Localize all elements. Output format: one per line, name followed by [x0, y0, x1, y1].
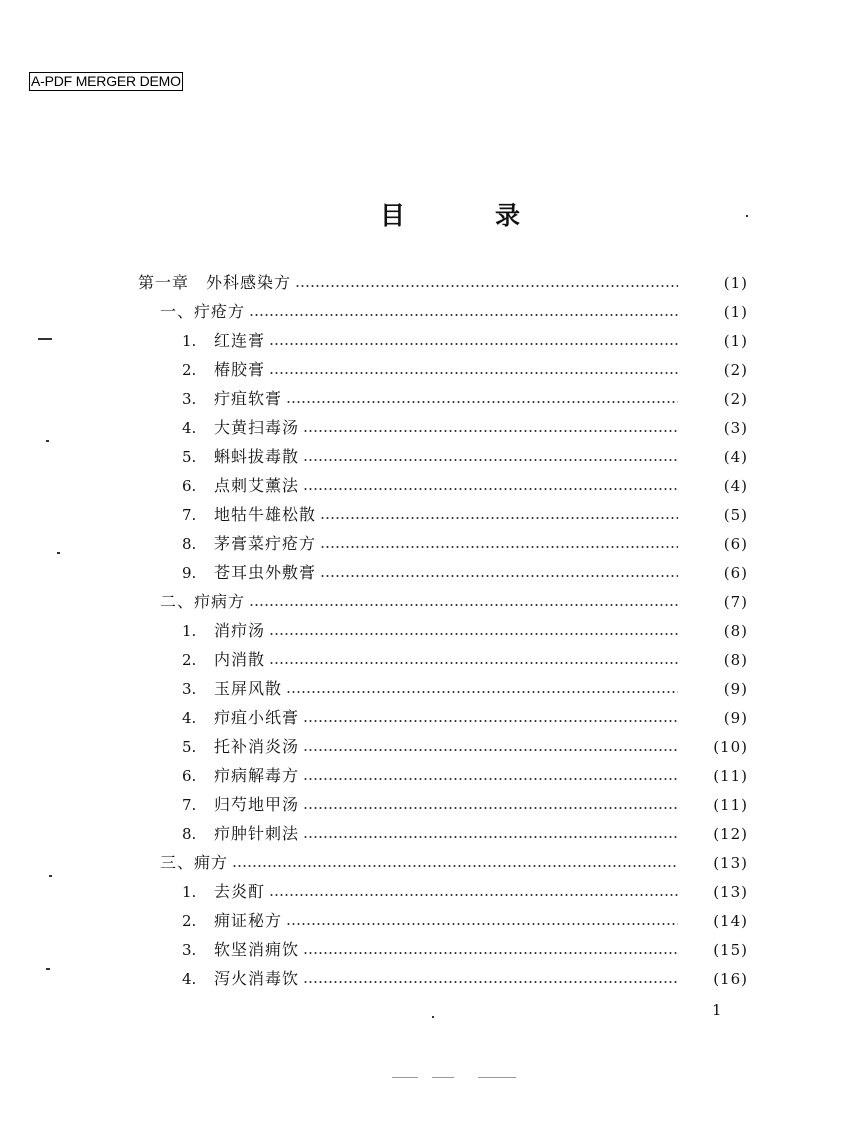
toc-page-number: (2) — [723, 360, 748, 379]
toc-item-number: 4. — [182, 418, 197, 437]
page-title-right: 录 — [494, 201, 520, 230]
toc-entry-label: 归芍地甲汤 — [214, 794, 300, 814]
toc-item-number: 7. — [182, 795, 197, 814]
toc-item-number: 9. — [182, 563, 197, 582]
toc-item-number: 2. — [182, 360, 197, 379]
dot-leader — [286, 401, 678, 403]
toc-entry-label: 第一章 外科感染方 — [138, 272, 292, 292]
toc-page-number: (1) — [723, 331, 748, 350]
dot-leader — [295, 285, 678, 287]
toc-item[interactable] — [0, 790, 866, 819]
toc-page-number: (13) — [713, 882, 748, 901]
toc-item[interactable] — [0, 500, 866, 529]
toc-page-number: (6) — [723, 534, 748, 553]
toc-page-number: (7) — [723, 592, 748, 611]
toc-item[interactable] — [0, 703, 866, 732]
toc-entry-label: 点刺艾薰法 — [214, 475, 300, 495]
toc-entry-label: 疖肿针刺法 — [214, 823, 300, 843]
toc-entry-label: 泻火消毒饮 — [214, 968, 300, 988]
toc-item[interactable] — [0, 384, 866, 413]
dot-leader — [320, 575, 678, 577]
dot-leader — [249, 604, 678, 606]
toc-page-number: (3) — [723, 418, 748, 437]
dot-leader — [232, 865, 678, 867]
toc-item[interactable] — [0, 935, 866, 964]
toc-item[interactable] — [0, 819, 866, 848]
toc-page-number: (1) — [723, 273, 748, 292]
toc-page-number: (4) — [723, 476, 748, 495]
toc-section[interactable] — [0, 297, 866, 326]
dot-leader — [320, 517, 678, 519]
toc-item[interactable] — [0, 645, 866, 674]
toc-entry-label: 椿胶膏 — [214, 359, 266, 379]
toc-page-number: (2) — [723, 389, 748, 408]
toc-item-number: 4. — [182, 969, 197, 988]
toc-page-number: (1) — [723, 302, 748, 321]
toc-entry-label: 三、痈方 — [160, 852, 229, 872]
toc-page-number: (16) — [713, 969, 748, 988]
dot-leader — [303, 952, 678, 954]
toc-page-number: (10) — [713, 737, 748, 756]
toc-item-number: 3. — [182, 389, 197, 408]
toc-item-number: 4. — [182, 708, 197, 727]
toc-page-number: (8) — [723, 650, 748, 669]
toc-item[interactable] — [0, 355, 866, 384]
scan-speck — [49, 875, 52, 877]
toc-entry-label: 地牯牛雄松散 — [214, 504, 317, 524]
toc-item[interactable] — [0, 442, 866, 471]
toc-item[interactable] — [0, 529, 866, 558]
toc-entry-label: 玉屏风散 — [214, 678, 283, 698]
scan-speck — [46, 440, 49, 442]
scan-speck — [392, 1077, 418, 1078]
dot-leader — [269, 894, 678, 896]
scan-speck — [46, 968, 50, 970]
toc-item[interactable] — [0, 471, 866, 500]
dot-leader — [286, 923, 678, 925]
toc-item-number: 6. — [182, 476, 197, 495]
toc-page-number: (15) — [713, 940, 748, 959]
toc-item-number: 7. — [182, 505, 197, 524]
toc-item[interactable] — [0, 674, 866, 703]
dot-leader — [303, 981, 678, 983]
toc-page-number: (4) — [723, 447, 748, 466]
toc-item-number: 3. — [182, 940, 197, 959]
scan-speck — [38, 338, 52, 340]
dot-leader — [286, 691, 678, 693]
toc-entry-label: 二、疖病方 — [160, 591, 246, 611]
toc-item[interactable] — [0, 761, 866, 790]
dot-leader — [303, 459, 678, 461]
scan-speck — [432, 1077, 454, 1078]
toc-section[interactable] — [0, 848, 866, 877]
dot-leader — [320, 546, 678, 548]
scan-speck — [432, 1016, 434, 1018]
toc-item-number: 6. — [182, 766, 197, 785]
dot-leader — [303, 836, 678, 838]
toc-entry-label: 内消散 — [214, 649, 266, 669]
toc-entry-label: 痈证秘方 — [214, 910, 283, 930]
toc-item[interactable] — [0, 413, 866, 442]
dot-leader — [269, 662, 678, 664]
toc-section[interactable] — [0, 587, 866, 616]
toc-item[interactable] — [0, 964, 866, 993]
toc-entry-label: 疔疽软膏 — [214, 388, 283, 408]
dot-leader — [303, 430, 678, 432]
scan-speck — [57, 552, 60, 554]
dot-leader — [303, 807, 678, 809]
toc-page-number: (6) — [723, 563, 748, 582]
toc-item-number: 5. — [182, 447, 197, 466]
toc-entry-label: 疖疽小纸膏 — [214, 707, 300, 727]
watermark-stamp: A-PDF MERGER DEMO — [31, 73, 181, 89]
toc-entry-label: 苍耳虫外敷膏 — [214, 562, 317, 582]
page-folio-number: 1 — [712, 1001, 722, 1019]
dot-leader — [269, 343, 678, 345]
dot-leader — [249, 314, 678, 316]
toc-item[interactable] — [0, 326, 866, 355]
scan-speck — [746, 215, 748, 217]
table-of-contents — [0, 268, 866, 993]
toc-page-number: (9) — [723, 708, 748, 727]
toc-chapter-1[interactable] — [0, 268, 866, 297]
toc-entry-label: 大黄扫毒汤 — [214, 417, 300, 437]
dot-leader — [303, 488, 678, 490]
toc-item[interactable] — [0, 877, 866, 906]
toc-entry-label: 去炎酊 — [214, 881, 266, 901]
toc-item-number: 3. — [182, 679, 197, 698]
toc-item-number: 1. — [182, 882, 197, 901]
toc-entry-label: 茅膏菜疔疮方 — [214, 533, 317, 553]
page-title — [380, 198, 520, 234]
toc-item[interactable] — [0, 616, 866, 645]
toc-item-number: 8. — [182, 824, 197, 843]
toc-item-number: 2. — [182, 911, 197, 930]
dot-leader — [303, 749, 678, 751]
toc-entry-label: 疖病解毒方 — [214, 765, 300, 785]
toc-item[interactable] — [0, 558, 866, 587]
toc-entry-label: 红连膏 — [214, 330, 266, 350]
toc-item-number: 5. — [182, 737, 197, 756]
toc-entry-label: 蝌蚪拔毒散 — [214, 446, 300, 466]
toc-page-number: (14) — [713, 911, 748, 930]
scan-speck — [478, 1077, 516, 1078]
toc-entry-label: 托补消炎汤 — [214, 736, 300, 756]
toc-item[interactable] — [0, 906, 866, 935]
toc-entry-label: 一、疔疮方 — [160, 301, 246, 321]
dot-leader — [269, 372, 678, 374]
toc-page-number: (12) — [713, 824, 748, 843]
dot-leader — [303, 720, 678, 722]
toc-item-number: 2. — [182, 650, 197, 669]
toc-page-number: (11) — [713, 795, 748, 814]
toc-entry-label: 消疖汤 — [214, 620, 266, 640]
toc-page-number: (11) — [713, 766, 748, 785]
toc-page-number: (8) — [723, 621, 748, 640]
toc-page-number: (5) — [723, 505, 748, 524]
toc-page-number: (9) — [723, 679, 748, 698]
page-title-left: 目 — [380, 201, 406, 230]
toc-entry-label: 软坚消痈饮 — [214, 939, 300, 959]
toc-item-number: 8. — [182, 534, 197, 553]
toc-item-number: 1. — [182, 621, 197, 640]
toc-item-number: 1. — [182, 331, 197, 350]
toc-item[interactable] — [0, 732, 866, 761]
toc-page-number: (13) — [713, 853, 748, 872]
dot-leader — [303, 778, 678, 780]
dot-leader — [269, 633, 678, 635]
